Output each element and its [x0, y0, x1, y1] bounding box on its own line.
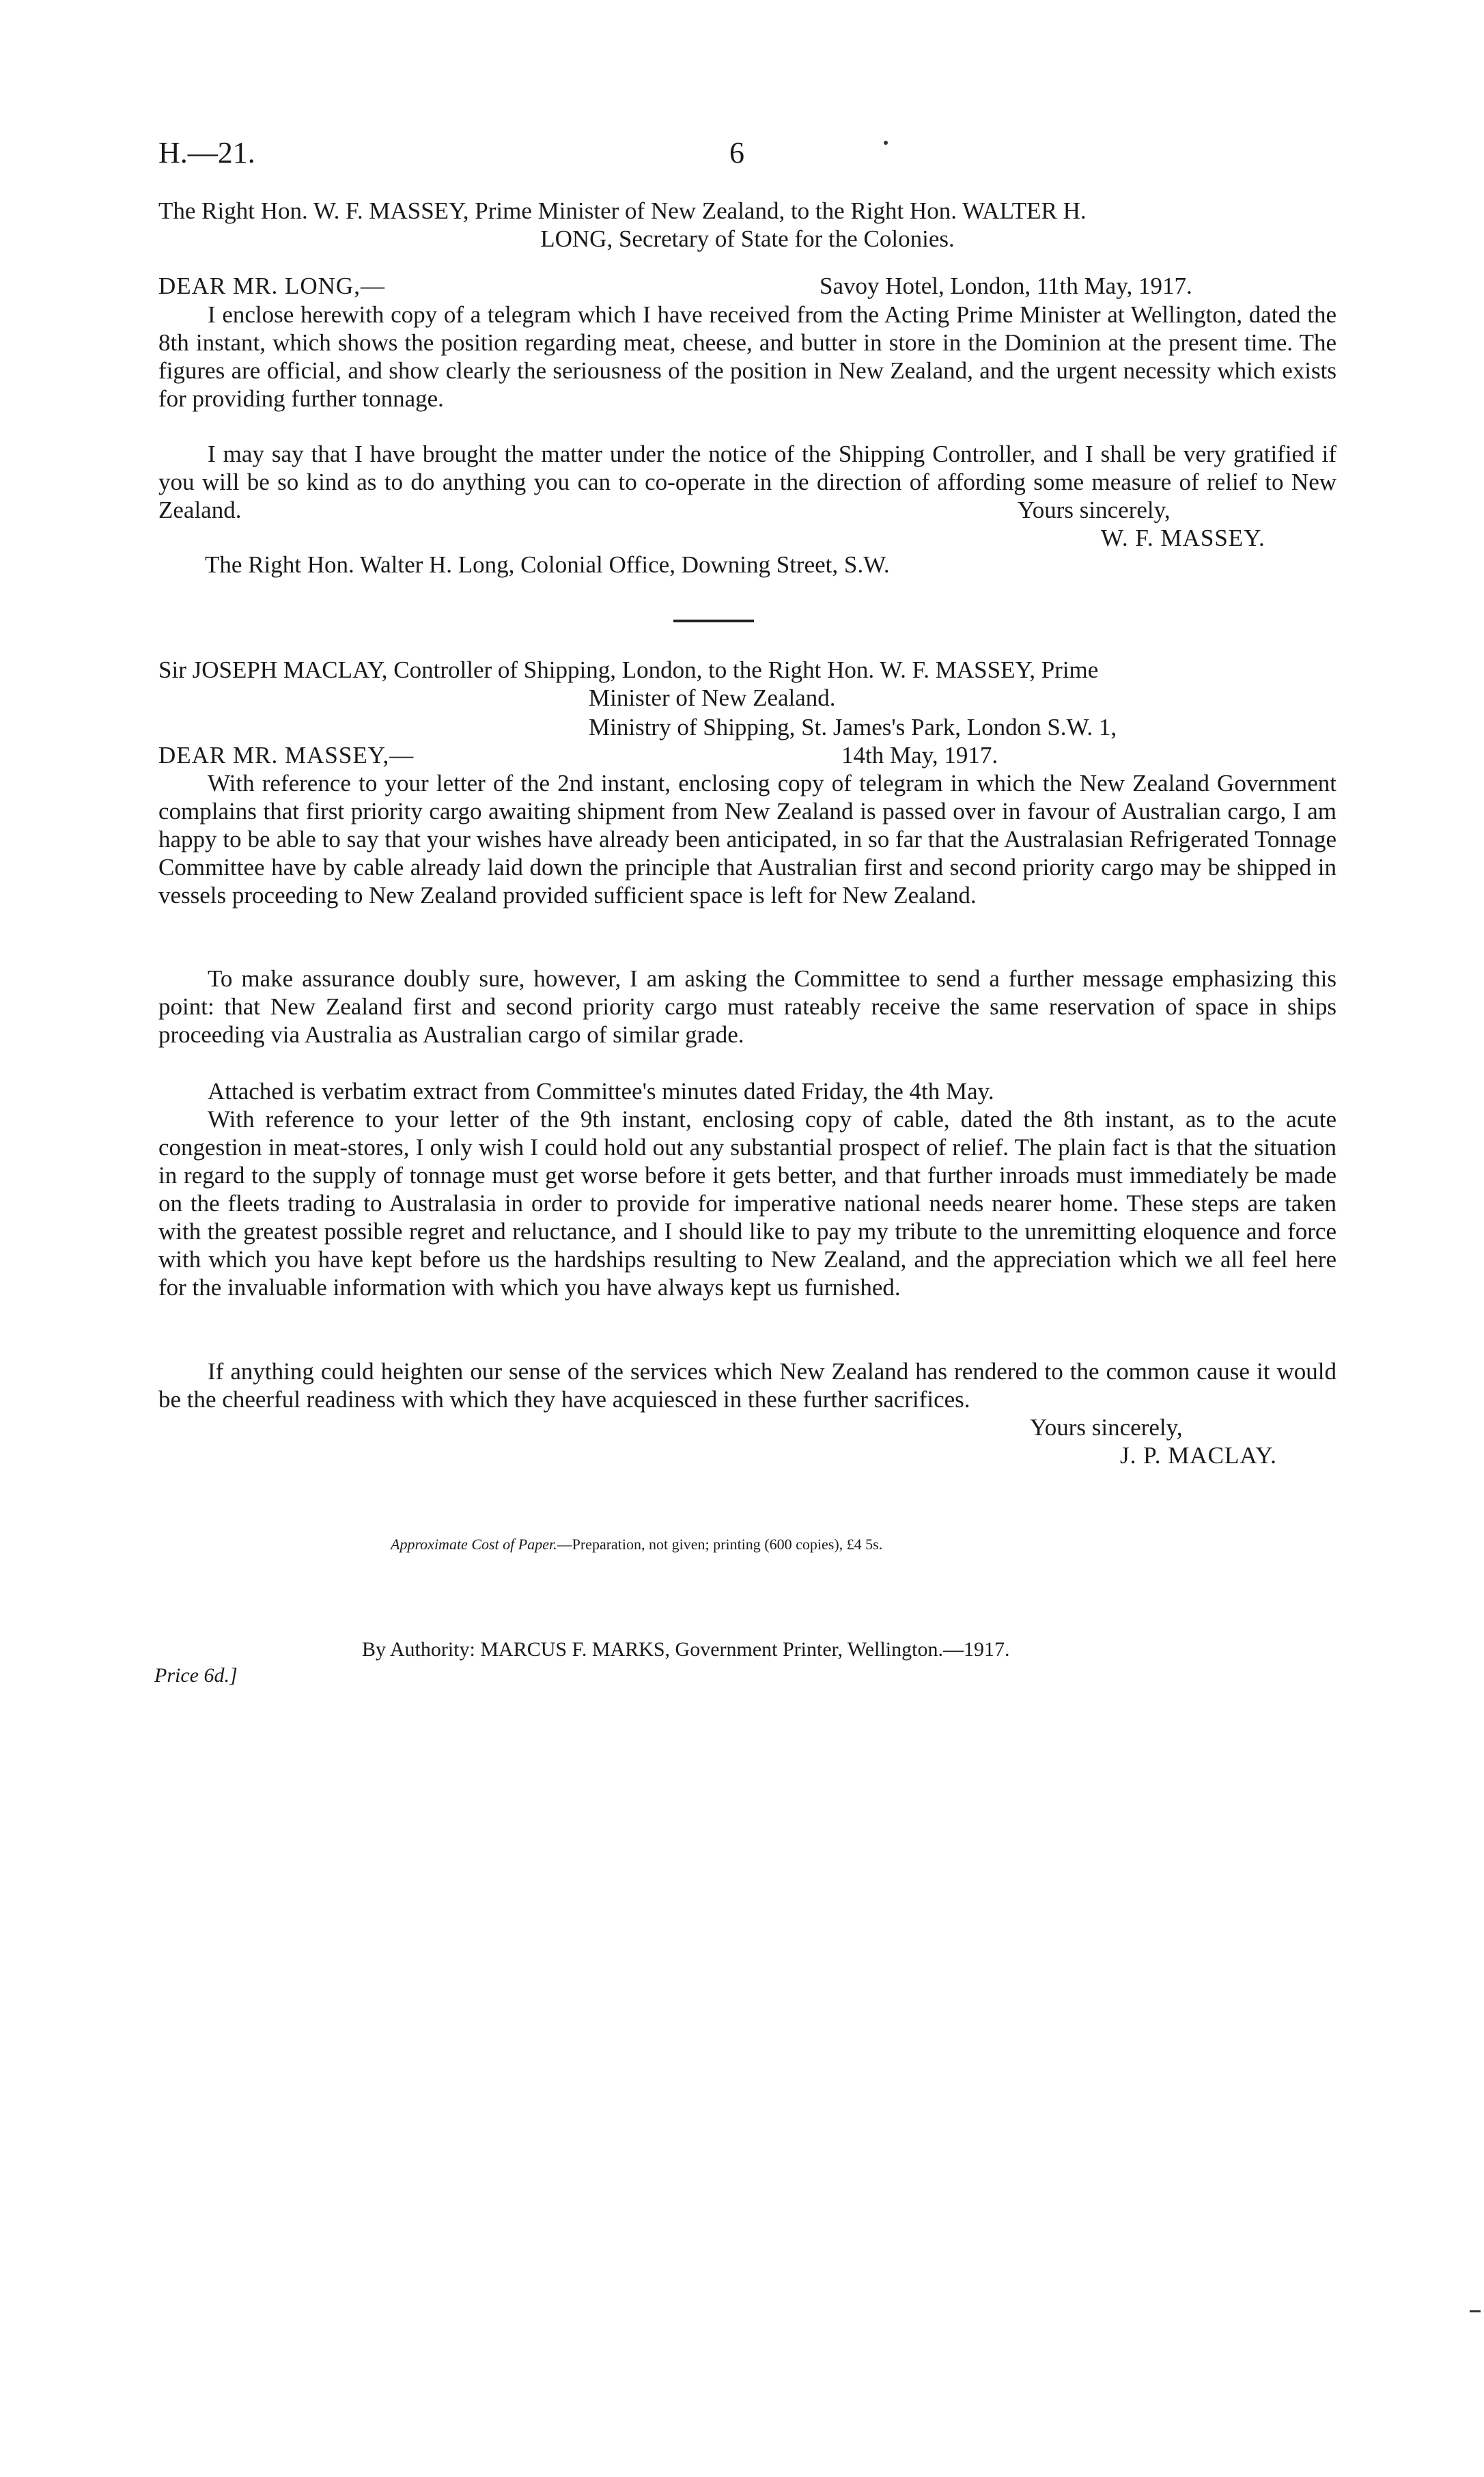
letter1-heading-line2: LONG, Secretary of State for the Colonies. — [540, 225, 955, 252]
letter2-heading-line2: Minister of New Zealand. — [589, 684, 836, 711]
letter1-signature: W. F. MASSEY. — [1101, 525, 1265, 551]
letter2-closing: Yours sincerely, — [1030, 1414, 1183, 1441]
cost-of-paper-note — [391, 1536, 882, 1553]
letter1-paragraph-1: I enclose herewith copy of a telegram which I have received from the Acting Prime Minister at Wellington, dated the 8th instant, which shows the position regarding meat, cheese, and butter in store in the Dominion at the present time. The figures are official, and show clearly the seriousness of the position in New Zealand, and the urgent necessity which exists for providing further tonnage. — [158, 301, 1336, 412]
letter1-closing: Yours sincerely, — [1018, 497, 1171, 523]
price: Price 6d.] — [154, 1664, 238, 1687]
letter2-paragraph-3: Attached is verbatim extract from Committee's minutes dated Friday, the 4th May. — [208, 1078, 994, 1105]
letter2-paragraph-4: With reference to your letter of the 9th instant, enclosing copy of cable, dated the 8th instant, as to the acute congestion in meat-stores, I only wish I could hold out any substantial prospect of relief. The plain fact is that the situation in regard to the supply of tonnage must get worse before it gets better, and that further inroads must immediately be made on the fleets trading to Australasia in order to provide for imperative national needs nearer home. These steps are taken with the greatest possible regret and reluctance, and I should like to pay my tribute to the unremitting eloquence and force with which you have kept before us the hardships resulting to New Zealand, and the appreciation which we all feel here for the invaluable information with which you have always kept us furnished. — [158, 1106, 1336, 1301]
letter2-signature: J. P. MACLAY. — [1120, 1442, 1277, 1469]
letter2-place: Ministry of Shipping, St. James's Park, London S.W. 1, — [589, 714, 1117, 741]
letter1-heading — [158, 197, 1336, 253]
printer-authority: By Authority: MARCUS F. MARKS, Government Printer, Wellington.—1917. — [362, 1638, 1010, 1661]
stray-mark — [884, 141, 888, 145]
document-reference: H.—21. — [158, 136, 255, 169]
letter2-paragraph-2: To make assurance doubly sure, however, I am asking the Committee to send a further message emphasizing this point: that New Zealand first and second priority cargo must rateably receive the same reservation of space in ships proceeding via Australia as Australian cargo of similar grade. — [158, 965, 1336, 1048]
letter2-paragraph-1: With reference to your letter of the 2nd instant, enclosing copy of telegram in which the New Zealand Government complains that first priority cargo awaiting shipment from New Zealand is passed over in favour of Australian cargo, I am happy to be able to say that your wishes have already been anticipated, in so far that the Australasian Refrigerated Tonnage Committee have by cable already laid down the principle that Australian first and second priority cargo may be shipped in vessels proceeding to New Zealand provided sufficient space is left for New Zealand. — [158, 770, 1336, 909]
letter2-salutation: DEAR MR. MASSEY,— — [158, 742, 415, 769]
edge-mark — [1470, 2310, 1481, 2312]
letter1-salutation: DEAR MR. LONG,— — [158, 273, 385, 299]
cost-text: —Preparation, not given; printing (600 copies), £4 5s. — [557, 1536, 883, 1553]
section-divider — [673, 620, 754, 622]
letter2-heading-line1: Sir JOSEPH MACLAY, Controller of Shipping, London, to the Right Hon. W. F. MASSEY, Prime — [158, 656, 1099, 683]
letter2-paragraph-5: If anything could heighten our sense of the services which New Zealand has rendered to the common cause it would be the cheerful readiness with which they have acquiesced in these further sacrifices. — [158, 1358, 1336, 1413]
letter1-paragraph-2: I may say that I have brought the matter under the notice of the Shipping Controller, and I shall be very gratified if you will be so kind as to do anything you can to co-operate in the direction of affording some measure of relief to New Zealand. — [158, 441, 1336, 523]
letter2-heading — [158, 656, 1336, 712]
letter1-heading-line1: The Right Hon. W. F. MASSEY, Prime Minister of New Zealand, to the Right Hon. WALTER H. — [158, 197, 1087, 224]
letter1-addressee: The Right Hon. Walter H. Long, Colonial Office, Downing Street, S.W. — [205, 551, 890, 578]
letter1-place-date: Savoy Hotel, London, 11th May, 1917. — [820, 273, 1192, 299]
cost-label: Approximate Cost of Paper. — [391, 1536, 557, 1553]
page-number: 6 — [729, 136, 744, 169]
letter2-date: 14th May, 1917. — [841, 742, 998, 769]
